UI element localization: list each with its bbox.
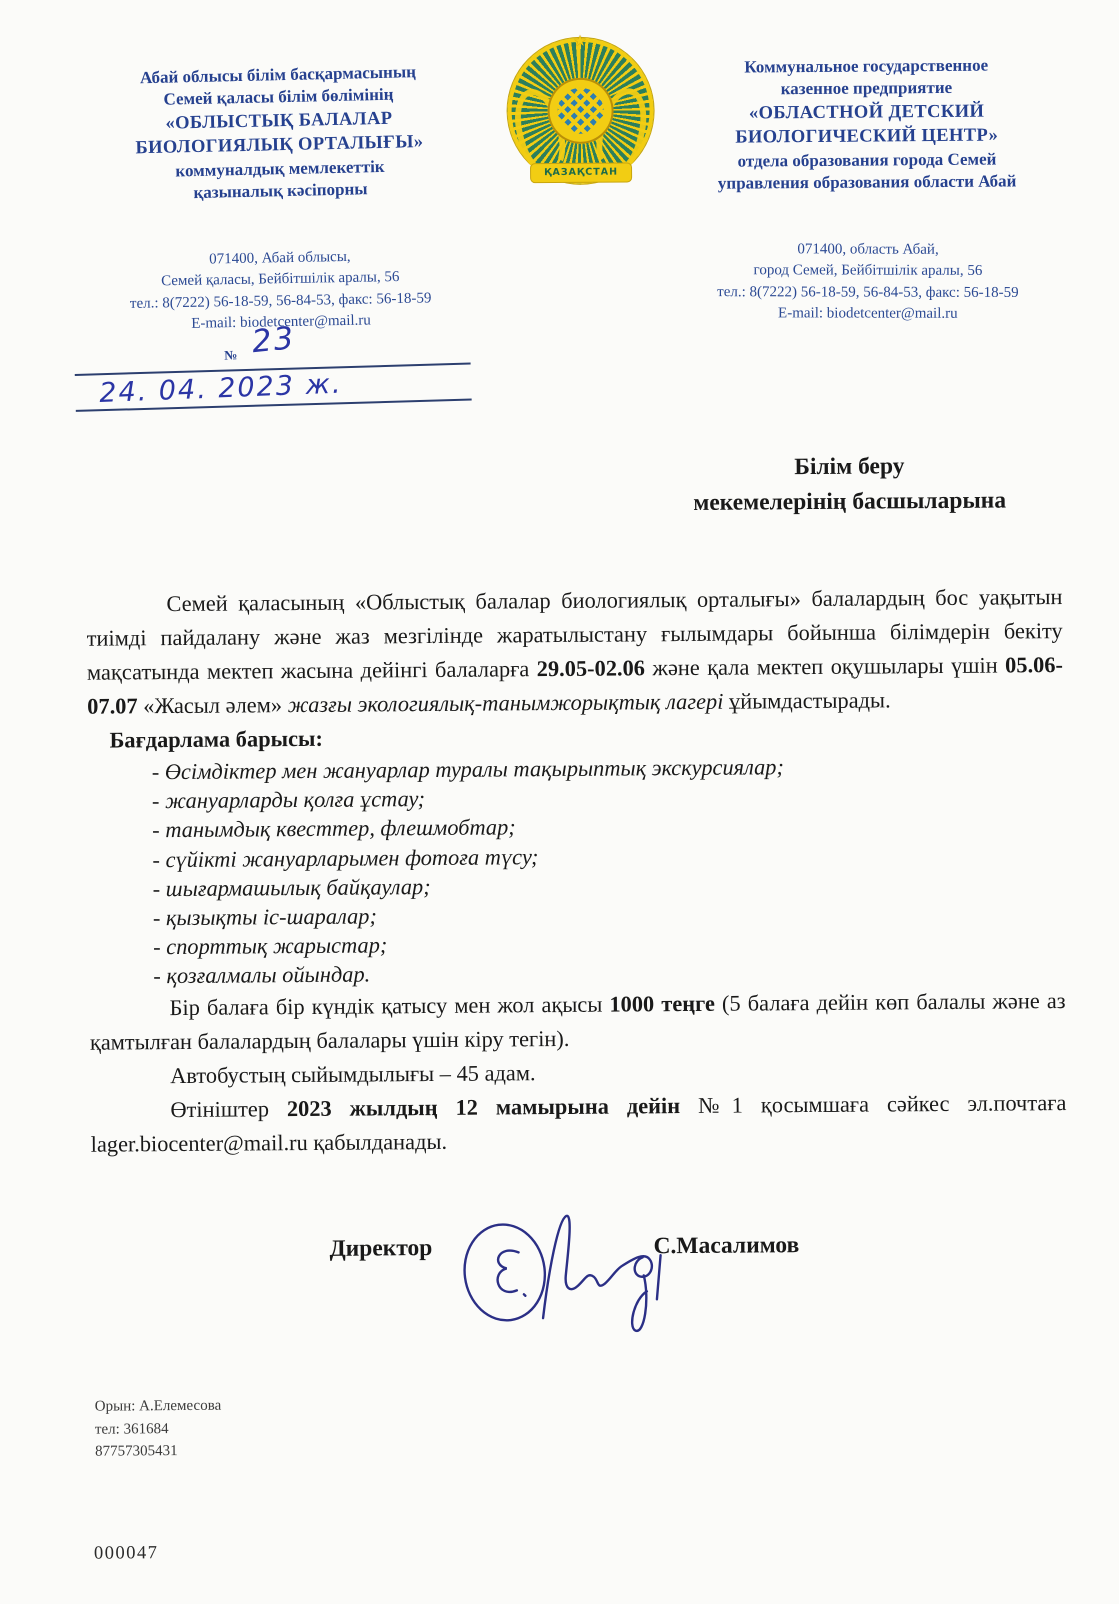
executor-block [95, 1395, 222, 1463]
signer-name: С.Масалимов [653, 1232, 800, 1260]
body-text: (5 балаға дейін көп балалы және аз қамтылған балалардың балалары үшін кіру тегін). [89, 987, 1066, 1055]
org-line: Коммунальное государственное [744, 55, 989, 77]
registration-block [73, 319, 471, 412]
signer-title: Директор [329, 1235, 433, 1262]
paragraph-intro [86, 580, 1063, 724]
document-number-handwritten: 23 [250, 320, 297, 361]
list-item: - сүйікті жануарларымен фотоға түсу; [152, 843, 539, 872]
org-line: БИОЛОГИЯЛЫҚ ОРТАЛЫҒЫ» [135, 132, 424, 159]
org-line: қазыналық кәсіпорны [193, 179, 368, 203]
org-name-russian [677, 54, 1056, 196]
address-line: 071400, Абай облысы, [209, 248, 351, 268]
body-text: «Жасыл әлем» [137, 692, 288, 719]
body-text: ұйымдастырады. [723, 687, 891, 714]
org-line: «ОБЛАСТНОЙ ДЕТСКИЙ [748, 101, 985, 124]
executor-line: тел: 361684 [94, 1420, 169, 1438]
recipient-block [634, 448, 1065, 522]
org-line: казенное предприятие [780, 78, 953, 99]
org-line: Абай облысы білім басқармасының [139, 62, 417, 88]
body-text: Семей қаласының «Облыстық балалар биологиялық орталығы» балалардың бос уақытын тиімді пайдалану және жаз мезгілінде жаратылыстану ғылымдары бойынша білімдерін бекіту мақсатында мектеп жасына дейінгі балаларға [86, 584, 1063, 685]
body-text: Өтініштер [170, 1095, 287, 1122]
number-sign-label: № [224, 347, 238, 363]
org-line: отдела образования города Семей [737, 149, 997, 171]
list-item: - қозғалмалы ойындар. [153, 961, 371, 989]
signature-block [91, 1214, 1068, 1372]
handwritten-signature [446, 1189, 707, 1351]
address-line: Семей қаласы, Бейбітшілік аралы, 56 [161, 269, 400, 290]
recipient-line: Білім беру [794, 453, 905, 481]
address-line: тел.: 8(7222) 56-18-59, 56-84-53, факс: 56-18-59 [129, 290, 432, 312]
address-line: 071400, область Абай, [797, 241, 939, 258]
deadline-value: 2023 жылдың 12 мамырына дейін [286, 1092, 681, 1121]
dates-school: 05.06-07.07 [87, 652, 1064, 719]
page-stamp-number: 000047 [93, 1543, 159, 1564]
list-item: - шығармашылық байқаулар; [152, 873, 431, 902]
executor-line: 87757305431 [95, 1443, 178, 1460]
letter-body [86, 580, 1066, 1161]
body-text: Бір балаға бір күндік қатысу мен жол ақысы [169, 991, 610, 1020]
paragraph-price [89, 984, 1066, 1060]
org-name-kazakh [105, 60, 453, 206]
list-item: - қызықты іс-шаралар; [152, 903, 377, 931]
emblem-banner: ҚАЗАҚСТАН [531, 163, 631, 182]
paragraph-applications [90, 1086, 1067, 1162]
org-line: БИОЛОГИЧЕСКИЙ ЦЕНТР» [735, 125, 999, 148]
list-item: - Өсімдіктер мен жануарлар туралы тақырыптық экскурсиялар; [151, 754, 784, 785]
org-line: коммуналдық мемлекеттік [175, 156, 385, 181]
kazakhstan-emblem-icon [500, 35, 661, 196]
address-block-russian [672, 239, 1064, 325]
org-line: Семей қаласы білім бөлімінің [163, 85, 394, 110]
program-list [88, 750, 1066, 991]
org-line: «ОБЛЫСТЫҚ БАЛАЛАР [165, 108, 393, 134]
program-heading: Бағдарлама барысы: [109, 725, 324, 753]
list-item: - танымдық квесттер, флешмобтар; [152, 814, 516, 843]
address-line: город Семей, Бейбітшілік аралы, 56 [753, 262, 983, 280]
document-date-handwritten: 24. 04. 2023 ж. [98, 368, 343, 410]
emblem-shanyrak-lattice [557, 88, 603, 134]
camp-name-italic: жазғы экологиялық-танымжорықтық лагері [287, 688, 724, 718]
price-value: 1000 теңге [609, 990, 716, 1017]
recipient-line: мекемелерінің басшыларына [693, 487, 1007, 517]
address-line: E-mail: biodetcenter@mail.ru [778, 305, 958, 322]
dates-preschool: 29.05-02.06 [536, 655, 646, 682]
address-line: E-mail: biodetcenter@mail.ru [191, 312, 371, 332]
executor-line: Орын: А.Елемесова [94, 1397, 222, 1415]
org-line: управления образования области Абай [717, 171, 1017, 193]
address-line: тел.: 8(7222) 56-18-59, 56-84-53, факс: 56-18-59 [717, 283, 1019, 301]
list-item: - жануарларды қолға ұстау; [151, 786, 426, 814]
emblem-star-icon: ★ [573, 33, 587, 50]
list-item: - спорттық жарыстар; [153, 932, 388, 960]
body-text: №1 қосымшаға сәйкес эл.почтаға lager.biocenter@mail.ru қабылданады. [90, 1089, 1067, 1157]
body-text: және қала мектеп оқушылары үшін [644, 652, 1006, 681]
paragraph-bus-capacity: Автобустың сыйымдылығы – 45 адам. [170, 1059, 536, 1088]
